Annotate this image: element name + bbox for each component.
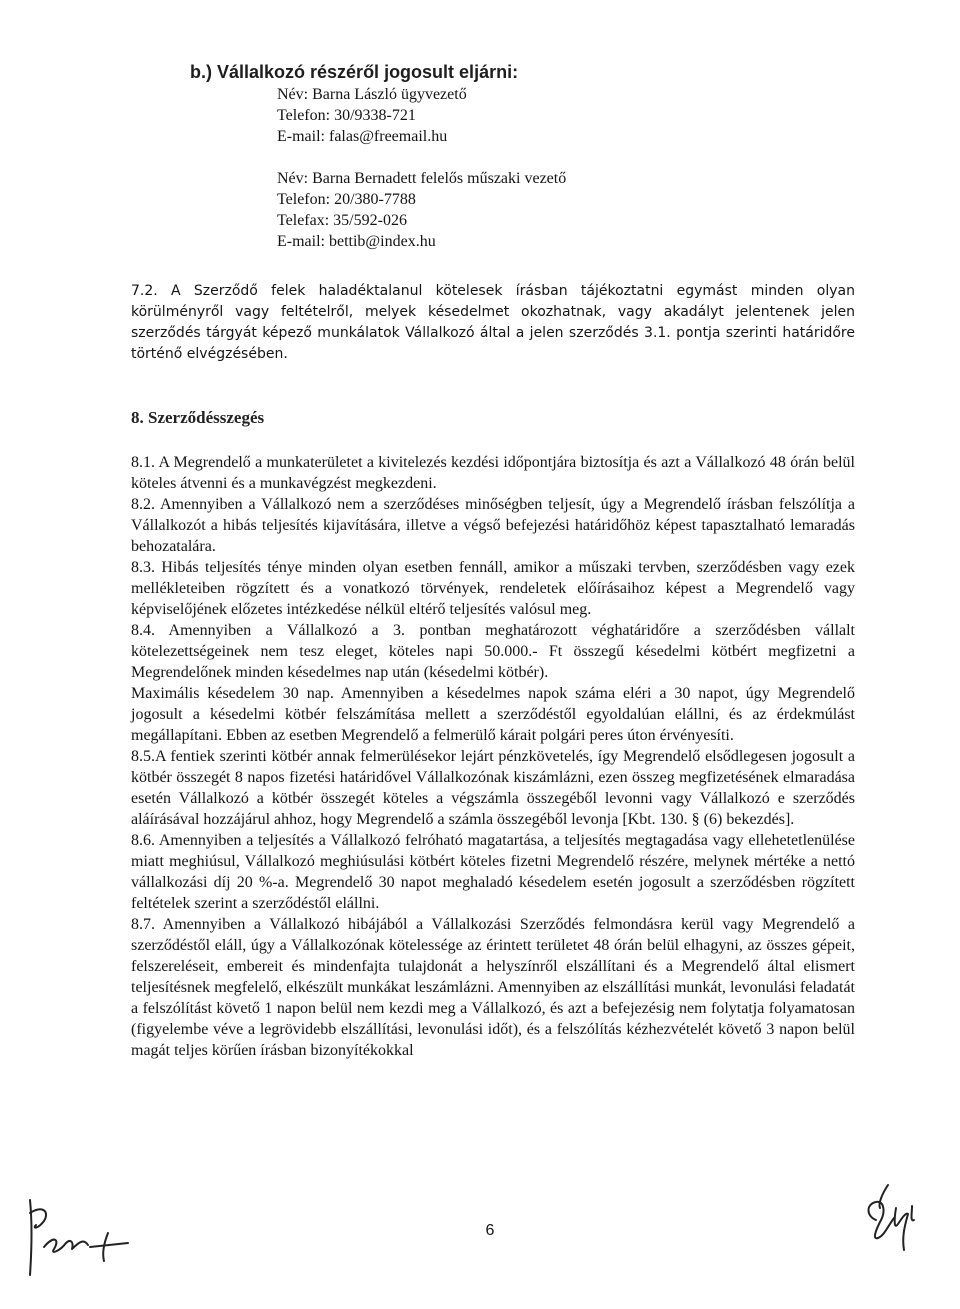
paragraph-8-1: 8.1. A Megrendelő a munkaterületet a kivitelezés kezdési időpontjára biztosítja és azt a Vállalkozó 48 órán belül köteles átvenni és a munkavégzést megkezdeni. (131, 454, 855, 492)
contact-block-1 (277, 84, 566, 147)
contact-phone: Telefon: 20/380-7788 (277, 191, 416, 208)
contact-name: Név: Barna László ügyvezető (277, 86, 467, 103)
contact-list (277, 84, 566, 252)
contact-heading: b.) Vállalkozó részéről jogosult eljárni: (190, 62, 519, 82)
contact-fax: Telefax: 35/592-026 (277, 212, 407, 229)
paragraph-7-2 (131, 281, 855, 365)
paragraph-8-5: 8.5.A fentiek szerinti kötbér annak felmerülésekor lejárt pénzkövetelés, így Megrendelő elsődlegesen jogosult a kötbér összegét 8 napos fizetési határidővel Vállalkozónak kiszámlázni, ezen összeg megfizetésének elmaradása esetén Vállalkozó a kötbér összegét köteles a végszámla összegéből levonni vagy Vállalkozó e szerződés aláírásával hozzájárul ahhoz, hogy Megrendelő a számla összegéből levonja [Kbt. 130. § (6) bekezdés]. (131, 748, 855, 828)
contact-email: E-mail: bettib@index.hu (277, 233, 436, 250)
paragraph-8-6: 8.6. Amennyiben a teljesítés a Vállalkozó felróható magatartása, a teljesítés megtagadása vagy ellehetetlenülése miatt meghiúsul, Vállalkozó meghiúsulási kötbért köteles fizetni Megrendelő részére, melynek mértéke a nettó vállalkozási díj 20 %-a. Megrendelő 30 napot meghaladó késedelem esetén jogosult a szerződésben rögzített feltételek szerint a szerződéstől elállni. (131, 832, 855, 912)
paragraph-8-4: 8.4. Amennyiben a Vállalkozó a 3. pontban meghatározott véghatáridőre a szerződésben vállalt kötelezettségeinek nem tesz eleget, köteles napi 50.000.- Ft összegű késedelmi kötbért megfizetni a Megrendelőnek minden késedelmes nap után (késedelmi kötbér). (131, 622, 855, 681)
paragraph-7-2-text: 7.2. A Szerződő felek haladéktalanul kötelesek írásban tájékoztatni egymást minden olyan körülményről vagy feltételről, melyek késedelmet okozhatnak, vagy akadályt jelentenek jelen szerződés tárgyát képező munkálatok Vállalkozó által a jelen szerződés 3.1. pontja szerinti határidőre történő elvégzésében. (131, 283, 855, 362)
paragraph-8-7: 8.7. Amennyiben a Vállalkozó hibájából a Vállalkozási Szerződés felmondásra kerül vagy Megrendelő a szerződéstől eláll, úgy a Vállalkozónak kötelessége az érintett területet 48 órán belül elhagyni, az összes gépeit, felszereléseit, embereit és mindenfajta tulajdonát a helyszínről elszállítani és a Megrendelő által elismert teljesítésnek megfelelő, elkészült munkákat leszámlázni. Amennyiben az elszállítási munkát, levonulási feladatát a felszólítást követő 1 napon belül nem kezdi meg a Vállalkozó, és azt a befejezésig nem folytatja folyamatosan (figyelembe véve a legrövidebb elszállítási, levonulási időt), és a felszólítás kézhezvételét követő 3 napon belül magát teljes körűen írásban bizonyítékokkal (131, 916, 855, 1059)
paragraph-8-4-continued: Maximális késedelem 30 nap. Amennyiben a késedelmes napok száma eléri a 30 napot, úgy Megrendelő jogosult a késedelmi kötbér felszámítása mellett a szerződéstől egyoldalúan elállni, és az érdekmúlást megállapítani. Ebben az esetben Megrendelő a felmerülő kárait polgári peres úton érvényesíti. (131, 685, 855, 744)
paragraph-8-2: 8.2. Amennyiben a Vállalkozó nem a szerződéses minőségben teljesít, úgy a Megrendelő írásban felszólítja a Vállalkozót a hibás teljesítés kijavítására, illetve a végső befejezési határidőhöz képest tapasztalható lemaradás behozatalára. (131, 496, 855, 555)
signature-left (20, 1195, 140, 1280)
page-number: 6 (485, 1222, 495, 1239)
paragraph-8-3: 8.3. Hibás teljesítés ténye minden olyan esetben fennáll, amikor a műszaki tervben, szerződésben vagy ezek mellékleteiben rögzített és a vonatkozó törvények, rendeletek előírásaihoz képest a Megrendelő vagy képviselőjének előzetes intézkedése nélkül eltérő teljesítés valósul meg. (131, 559, 855, 618)
contact-phone: Telefon: 30/9338-721 (277, 107, 416, 124)
contact-block-2 (277, 168, 566, 252)
section-8-title: 8. Szerződésszegés (131, 408, 265, 427)
contact-email: E-mail: falas@freemail.hu (277, 128, 448, 145)
contact-name: Név: Barna Bernadett felelős műszaki vezető (277, 170, 567, 187)
signature-right (858, 1180, 928, 1255)
section-8-body (131, 452, 855, 1061)
